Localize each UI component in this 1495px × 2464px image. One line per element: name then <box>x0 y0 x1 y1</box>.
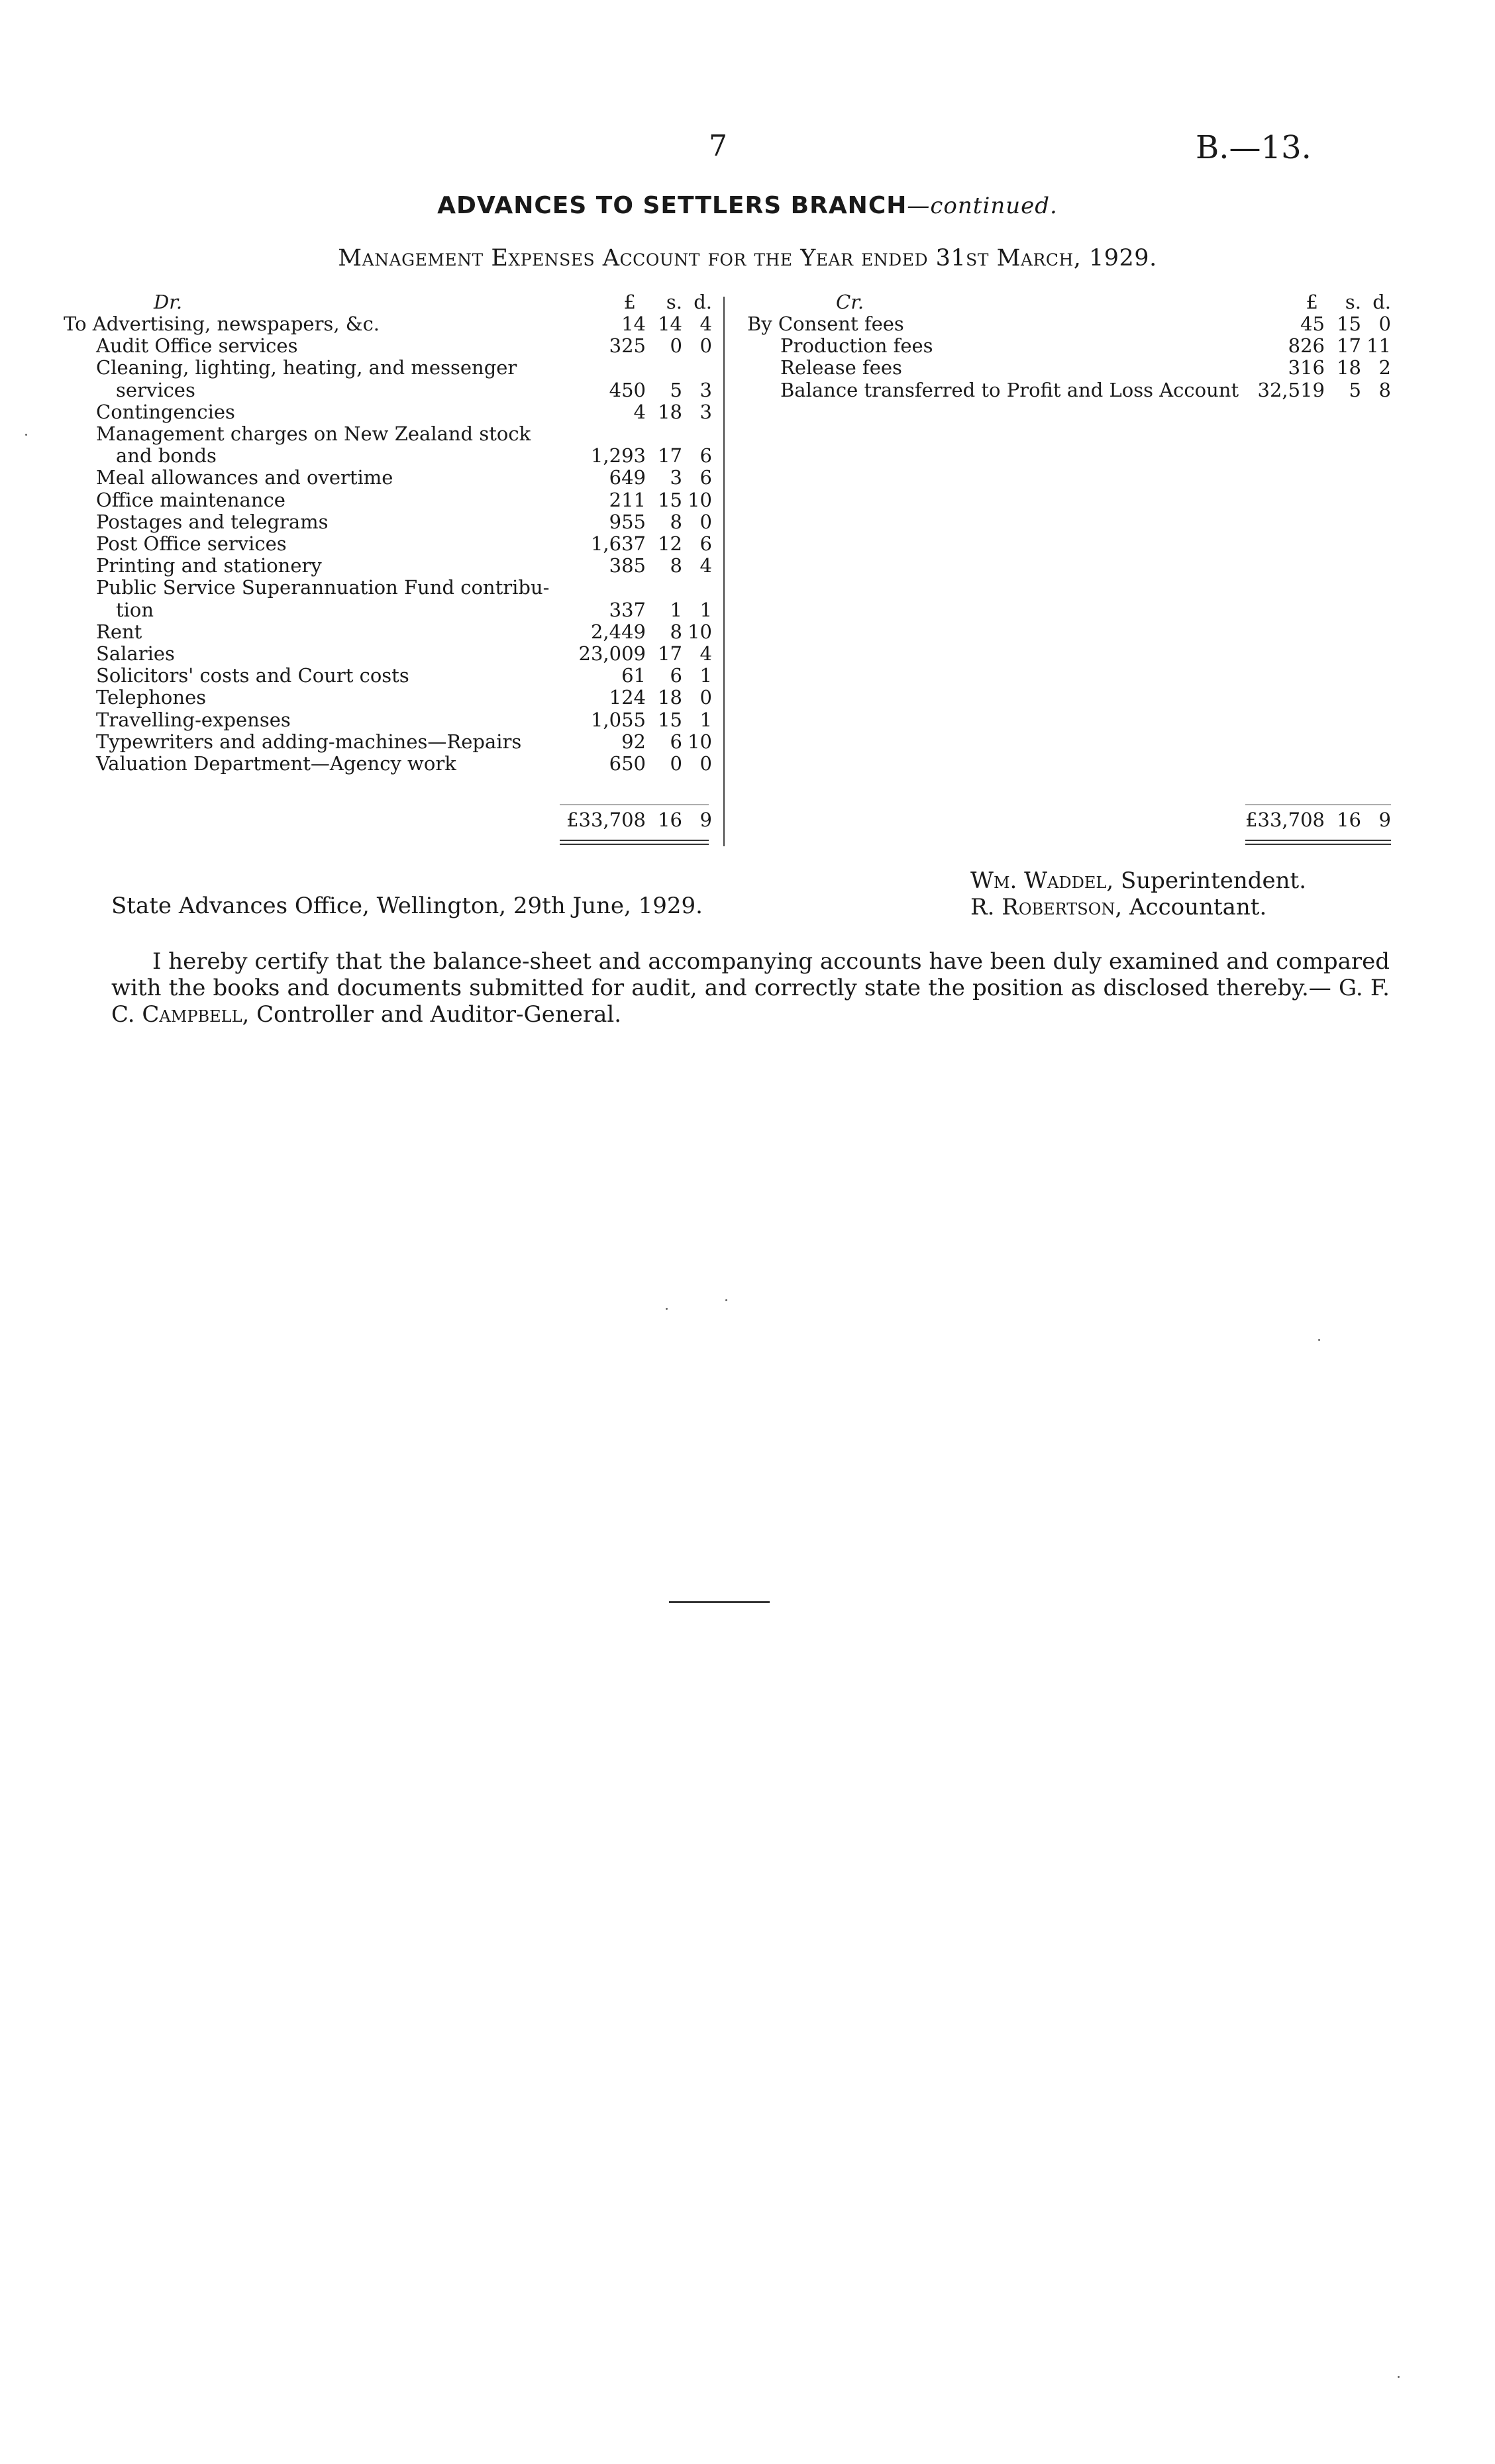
credit-row-pounds: 316 <box>1288 356 1325 379</box>
debit-row-pence: 0 <box>699 510 712 533</box>
credit-row-pounds: 32,519 <box>1257 378 1325 401</box>
credit-total-rule-bottom-1 <box>1245 840 1391 841</box>
scan-speck <box>725 1299 727 1301</box>
debit-row-pounds: 385 <box>609 554 646 577</box>
credit-total-rule-bottom-2 <box>1245 844 1391 845</box>
debit-row-shillings: 18 <box>658 400 682 423</box>
debit-row-shillings: 1 <box>670 598 682 621</box>
debit-row-pence: 1 <box>699 664 712 687</box>
debit-row-pence: 4 <box>699 642 712 665</box>
audit-certificate <box>111 948 1390 1028</box>
debit-row-pounds: 1,637 <box>590 532 646 555</box>
debit-row-label: Printing and stationery <box>96 554 322 577</box>
scan-speck <box>666 1308 668 1310</box>
column-divider <box>723 297 725 846</box>
debit-row-pence: 6 <box>699 466 712 489</box>
debit-row-label: tion <box>116 598 154 621</box>
debit-row-pounds: 124 <box>609 686 646 709</box>
debit-row-label: services <box>116 378 195 401</box>
debit-row-pence: 10 <box>688 488 712 511</box>
debit-col-pounds: £ <box>623 291 636 313</box>
credit-row-label: By Consent fees <box>747 313 904 335</box>
credit-row-pence: 11 <box>1366 334 1391 358</box>
debit-row-pence: 0 <box>699 686 712 709</box>
credit-col-pence: d. <box>1372 291 1391 313</box>
signatory-accountant <box>970 894 1266 920</box>
certificate-text: I hereby certify that the balance-sheet and accompanying accounts have been duly examined and compared with the books and documents submitted for audit, and correctly state the position as disclosed thereby.— <box>111 948 1390 1001</box>
debit-row-pounds: 23,009 <box>578 642 646 665</box>
debit-row-pounds: 1,293 <box>590 444 646 468</box>
signatory1-title: Superintendent. <box>1120 867 1307 894</box>
debit-row-label: Valuation Department—Agency work <box>96 752 456 775</box>
scan-speck <box>1398 2376 1400 2378</box>
debit-row-label: Management charges on New Zealand stock <box>96 422 531 445</box>
debit-row-shillings: 18 <box>658 686 682 709</box>
credit-row-label: Release fees <box>780 356 902 379</box>
debit-row-label: and bonds <box>116 444 217 468</box>
debit-row-label: Cleaning, lighting, heating, and messenger <box>96 356 517 379</box>
credit-row-pence: 0 <box>1378 313 1391 335</box>
credit-row-shillings: 15 <box>1337 313 1361 335</box>
debit-row-label: Rent <box>96 620 142 643</box>
credit-total-pounds: £33,708 <box>1245 809 1325 831</box>
credit-col-shillings: s. <box>1345 291 1361 313</box>
debit-row-pence: 4 <box>699 313 712 335</box>
credit-row-pounds: 826 <box>1288 334 1325 358</box>
debit-row-shillings: 15 <box>658 708 682 731</box>
signatory1-name: Wm. Waddel, <box>970 867 1114 894</box>
debit-heading: Dr. <box>154 291 183 313</box>
credit-row-pounds: 45 <box>1300 313 1325 335</box>
document-reference: B.—13. <box>1196 129 1312 166</box>
debit-row-shillings: 8 <box>670 554 682 577</box>
debit-total-rule-bottom-1 <box>560 840 709 841</box>
debit-row-shillings: 6 <box>670 664 682 687</box>
credit-row-label: Production fees <box>780 334 933 358</box>
title-main: ADVANCES TO SETTLERS BRANCH <box>437 192 907 219</box>
debit-row-pence: 3 <box>699 378 712 401</box>
debit-col-shillings: s. <box>666 291 682 313</box>
debit-row-shillings: 14 <box>658 313 682 335</box>
debit-row-shillings: 0 <box>670 752 682 775</box>
debit-row-pence: 3 <box>699 400 712 423</box>
auditor-title: Controller and Auditor-General. <box>256 1001 622 1028</box>
debit-row-label: Audit Office services <box>96 334 298 358</box>
account-subtitle: Management Expenses Account for the Year ended 31st March, 1929. <box>338 245 1157 271</box>
debit-row-pounds: 1,055 <box>590 708 646 731</box>
office-date-line: State Advances Office, Wellington, 29th June, 1929. <box>111 893 703 919</box>
debit-row-label: Solicitors' costs and Court costs <box>96 664 409 687</box>
credit-row-label: Balance transferred to Profit and Loss Account <box>780 378 1239 401</box>
debit-total-shillings: 16 <box>658 809 682 831</box>
debit-row-shillings: 17 <box>658 444 682 468</box>
debit-row-pence: 1 <box>699 708 712 731</box>
signatory-superintendent <box>970 867 1306 894</box>
debit-row-label: Travelling-expenses <box>96 708 291 731</box>
scan-speck <box>25 434 27 436</box>
debit-row-label: Salaries <box>96 642 175 665</box>
debit-total-rule-bottom-2 <box>560 844 709 845</box>
page-number: 7 <box>709 129 727 163</box>
debit-row-pounds: 649 <box>609 466 646 489</box>
debit-row-pounds: 92 <box>621 730 646 753</box>
debit-row-pounds: 4 <box>633 400 646 423</box>
debit-row-pounds: 325 <box>609 334 646 358</box>
debit-row-pounds: 61 <box>621 664 646 687</box>
debit-row-label: Postages and telegrams <box>96 510 329 533</box>
debit-row-shillings: 17 <box>658 642 682 665</box>
signatory2-name: R. Robertson, <box>970 894 1123 920</box>
debit-row-pence: 0 <box>699 752 712 775</box>
debit-total-pounds: £33,708 <box>566 809 646 831</box>
credit-row-shillings: 5 <box>1349 378 1361 401</box>
credit-row-pence: 2 <box>1378 356 1391 379</box>
debit-row-shillings: 3 <box>670 466 682 489</box>
credit-row-shillings: 17 <box>1337 334 1361 358</box>
debit-row-shillings: 8 <box>670 620 682 643</box>
debit-row-pence: 1 <box>699 598 712 621</box>
debit-row-label: Post Office services <box>96 532 287 555</box>
debit-row-pounds: 2,449 <box>590 620 646 643</box>
scan-speck <box>1318 1339 1320 1341</box>
debit-row-label: To Advertising, newspapers, &c. <box>64 313 380 335</box>
debit-row-shillings: 8 <box>670 510 682 533</box>
debit-col-pence: d. <box>694 291 712 313</box>
signatory2-title: Accountant. <box>1129 894 1267 920</box>
credit-row-shillings: 18 <box>1337 356 1361 379</box>
credit-total-pence: 9 <box>1378 809 1391 831</box>
debit-row-shillings: 12 <box>658 532 682 555</box>
debit-row-label: Meal allowances and overtime <box>96 466 393 489</box>
debit-row-label: Typewriters and adding-machines—Repairs <box>96 730 522 753</box>
debit-row-pounds: 650 <box>609 752 646 775</box>
debit-row-label: Contingencies <box>96 400 235 423</box>
debit-row-pence: 6 <box>699 444 712 468</box>
debit-row-pounds: 955 <box>609 510 646 533</box>
debit-row-pounds: 14 <box>621 313 646 335</box>
closing-rule <box>669 1601 770 1603</box>
credit-heading: Cr. <box>836 291 864 313</box>
debit-row-shillings: 5 <box>670 378 682 401</box>
debit-row-label: Telephones <box>96 686 207 709</box>
debit-row-pounds: 337 <box>609 598 646 621</box>
debit-row-shillings: 15 <box>658 488 682 511</box>
debit-row-pence: 6 <box>699 532 712 555</box>
debit-row-shillings: 6 <box>670 730 682 753</box>
debit-total-pence: 9 <box>699 809 712 831</box>
debit-row-pence: 10 <box>688 730 712 753</box>
debit-row-pence: 4 <box>699 554 712 577</box>
debit-row-pounds: 450 <box>609 378 646 401</box>
credit-total-shillings: 16 <box>1337 809 1361 831</box>
debit-row-shillings: 0 <box>670 334 682 358</box>
credit-col-pounds: £ <box>1306 291 1318 313</box>
debit-row-pence: 10 <box>688 620 712 643</box>
debit-row-pounds: 211 <box>609 488 646 511</box>
debit-row-label: Public Service Superannuation Fund contribu- <box>96 576 550 599</box>
title-suffix: —continued. <box>907 193 1058 219</box>
auditor-name: G. F. C. Campbell, <box>111 975 1390 1028</box>
debit-row-pence: 0 <box>699 334 712 358</box>
page-title <box>0 192 1495 219</box>
debit-row-label: Office maintenance <box>96 488 285 511</box>
credit-row-pence: 8 <box>1378 378 1391 401</box>
